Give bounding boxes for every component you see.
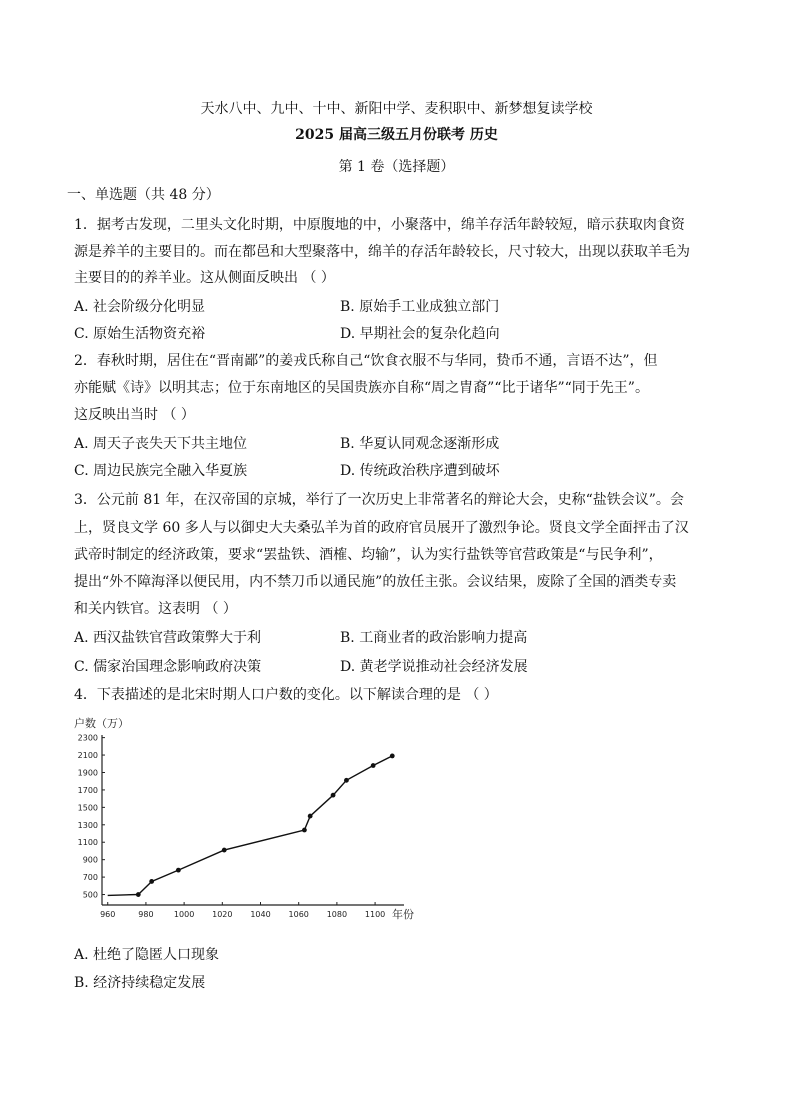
question-3-option-d: D. 黄老学说推动社会经济发展 xyxy=(340,659,528,675)
x-tick-label: 1080 xyxy=(326,910,348,919)
question-1-line-3: 主要目的的养羊业。这从侧面反映出 （ ） xyxy=(74,270,335,286)
y-axis-title: 户数（万） xyxy=(74,717,129,730)
y-tick-label: 2100 xyxy=(77,751,98,761)
household-line-chart xyxy=(68,715,428,925)
question-2-line-3: 这反映出当时 （ ） xyxy=(74,407,195,423)
question-3-line-4: 提出“外不障海泽以便民用，内不禁刀币以通民施”的放任主张。会议结果，废除了全国的酒类专卖 xyxy=(74,574,677,590)
question-2-line-1: 2．春秋时期，居住在“晋南鄙”的姜戎氏称自己“饮食衣服不与华同，贽币不通，言语不达”，但 xyxy=(74,353,658,369)
schools-header: 天水八中、九中、十中、新阳中学、麦积职中、新梦想复读学校 xyxy=(200,101,593,117)
data-point xyxy=(371,763,376,768)
chart-series xyxy=(108,754,395,897)
exam-title: 2025 届高三级五月份联考 历史 xyxy=(295,127,498,143)
volume-title: 第 1 卷（选择题） xyxy=(338,159,455,175)
question-3-line-5: 和关内铁官。这表明 （ ） xyxy=(74,601,237,617)
y-tick-label: 500 xyxy=(82,890,98,900)
question-2-option-d: D. 传统政治秩序遭到破坏 xyxy=(340,463,500,479)
question-3-line-3: 武帝时制定的经济政策，要求“罢盐铁、酒榷、均输”，认为实行盐铁等官营政策是“与民争利”， xyxy=(74,547,663,563)
data-point xyxy=(136,892,141,897)
question-3-option-a: A. 西汉盐铁官营政策弊大于利 xyxy=(74,630,262,646)
question-1-option-d: D. 早期社会的复杂化趋向 xyxy=(340,326,500,342)
y-tick-label: 1100 xyxy=(77,838,98,848)
data-point xyxy=(390,754,395,759)
question-4-line-1: 4．下表描述的是北宋时期人口户数的变化。以下解读合理的是 （ ） xyxy=(74,687,498,703)
question-2-option-a: A. 周天子丧失天下共主地位 xyxy=(74,436,248,452)
question-3-option-b: B. 工商业者的政治影响力提高 xyxy=(340,630,528,646)
data-point xyxy=(331,793,336,798)
x-tick-label: 1020 xyxy=(212,910,233,919)
question-2-line-2: 亦能赋《诗》以明其志；位于东南地区的吴国贵族亦自称“周之胄裔”“比于诸华”“同于先王”。 xyxy=(74,380,649,396)
y-tick-label: 700 xyxy=(82,873,98,883)
y-tick-label: 1700 xyxy=(77,785,98,795)
question-1-option-b: B. 原始手工业成独立部门 xyxy=(340,299,500,315)
data-point xyxy=(344,778,349,783)
section-title: 一、单选题（共 48 分） xyxy=(67,187,220,203)
y-tick-label: 1500 xyxy=(77,803,98,813)
y-tick-label: 2300 xyxy=(77,733,98,743)
x-tick-label: 960 xyxy=(100,910,116,919)
question-4-option-a: A. 杜绝了隐匿人口现象 xyxy=(74,947,220,963)
question-3-line-2: 上，贤良文学 60 多人与以御史大夫桑弘羊为首的政府官员展开了激烈争论。贤良文学全面抨击了汉 xyxy=(74,520,689,536)
series-line xyxy=(108,756,393,896)
data-point xyxy=(149,879,154,884)
question-2-option-c: C. 周边民族完全融入华夏族 xyxy=(74,463,248,479)
data-point xyxy=(222,848,227,853)
data-point xyxy=(308,814,313,819)
chart-axes xyxy=(102,735,404,905)
y-tick-label: 1900 xyxy=(77,768,98,778)
y-tick-label: 1300 xyxy=(77,820,98,830)
x-tick-label: 1100 xyxy=(364,910,386,919)
question-2-option-b: B. 华夏认同观念逐渐形成 xyxy=(340,436,500,452)
data-point xyxy=(176,868,181,873)
question-1-option-a: A. 社会阶级分化明显 xyxy=(74,299,206,315)
question-3-line-1: 3．公元前 81 年，在汉帝国的京城，举行了一次历史上非常著名的辩论大会，史称“盐铁会议”。会 xyxy=(74,492,684,508)
y-tick-label: 900 xyxy=(82,855,98,865)
chart-svg xyxy=(68,715,428,925)
x-tick-label: 1060 xyxy=(288,910,309,919)
question-1-line-2: 源是养羊的主要目的。而在都邑和大型聚落中，绵羊的存活年龄较长，尺寸较大，出现以获取羊毛为 xyxy=(74,244,690,260)
question-1-line-1: 1．据考古发现，二里头文化时期，中原腹地的中，小聚落中，绵羊存活年龄较短，暗示获取肉食资 xyxy=(74,217,685,233)
question-3-option-c: C. 儒家治国理念影响政府决策 xyxy=(74,659,262,675)
question-4-option-b: B. 经济持续稳定发展 xyxy=(74,975,206,991)
y-tick-labels xyxy=(78,734,105,900)
x-tick-label: 1040 xyxy=(250,910,271,919)
x-axis-title: 年份 xyxy=(392,908,414,921)
question-1-option-c: C. 原始生活物资充裕 xyxy=(74,326,206,342)
data-point xyxy=(302,828,307,833)
x-tick-label: 1000 xyxy=(173,910,195,919)
x-tick-label: 980 xyxy=(138,910,154,919)
